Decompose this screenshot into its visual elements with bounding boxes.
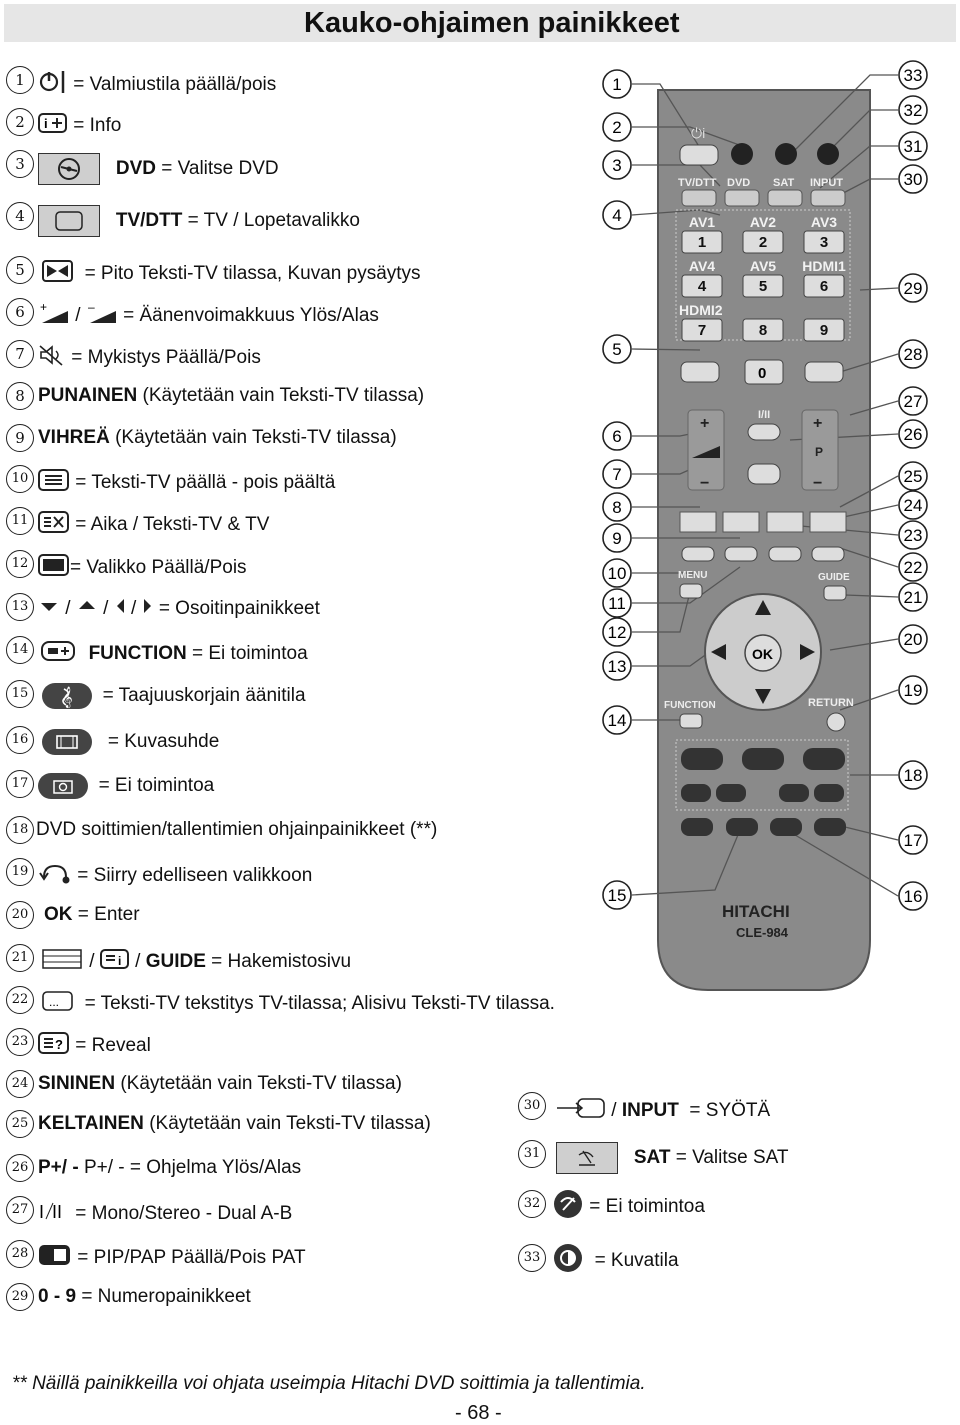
item-number: 22 bbox=[6, 986, 34, 1014]
input-button bbox=[811, 190, 845, 206]
input-icon bbox=[556, 1096, 606, 1126]
mute-button bbox=[748, 464, 780, 484]
legend-text: = Valmiustila päällä/pois bbox=[73, 74, 277, 96]
callout-left-14: 14 bbox=[607, 711, 627, 730]
item-number: 24 bbox=[6, 1070, 34, 1098]
next-button bbox=[814, 784, 844, 802]
legend-bold: VIHREÄ bbox=[38, 427, 110, 448]
stop-button bbox=[803, 748, 845, 770]
reveal-button bbox=[812, 547, 844, 561]
item-number: 7 bbox=[6, 340, 34, 368]
guide-label: GUIDE bbox=[818, 572, 850, 583]
item-number: 6 bbox=[6, 298, 34, 326]
legend-text: = PIP/PAP Päällä/Pois PAT bbox=[77, 1247, 306, 1269]
legend-text: = Info bbox=[73, 115, 122, 137]
camera-button bbox=[814, 818, 846, 836]
callout-left-8: 8 bbox=[612, 498, 622, 517]
item-number: 14 bbox=[6, 636, 34, 664]
mono-stereo-button bbox=[748, 424, 780, 440]
item-number: 19 bbox=[6, 858, 34, 886]
rewind-button bbox=[681, 784, 711, 802]
picture-mode-button bbox=[775, 143, 797, 165]
hold-button bbox=[681, 362, 719, 382]
legend-bold: TV/DTT bbox=[115, 210, 183, 232]
zero-label: 0 bbox=[758, 365, 767, 382]
callout-left-9: 9 bbox=[612, 529, 622, 548]
page-title: Kauko-ohjaimen painikkeet bbox=[304, 7, 680, 39]
legend-text: = Siirry edelliseen valikkoon bbox=[77, 865, 313, 887]
aspect-button bbox=[770, 818, 802, 836]
item-number: 2 bbox=[6, 108, 34, 136]
legend-text: = Kuvasuhde bbox=[107, 731, 220, 753]
forward-button bbox=[716, 784, 746, 802]
callout-right-21: 21 bbox=[903, 588, 923, 607]
callout-right-20: 20 bbox=[903, 630, 923, 649]
play-button bbox=[742, 748, 784, 770]
callout-right-25: 25 bbox=[903, 467, 923, 486]
tv-dtt-button bbox=[682, 190, 716, 206]
callout-right-33: 33 bbox=[903, 66, 923, 85]
source-label: HDMI1 bbox=[802, 258, 846, 274]
callout-right-32: 32 bbox=[903, 101, 923, 120]
volume-plus-label: + bbox=[700, 415, 710, 432]
callout-left-1: 1 bbox=[612, 75, 622, 94]
callout-left-3: 3 bbox=[612, 156, 622, 175]
yellow-button bbox=[767, 512, 803, 532]
legend-bold: SAT bbox=[633, 1147, 671, 1169]
dvd-button bbox=[725, 190, 759, 206]
legend-bold: DVD bbox=[115, 158, 156, 180]
item-number: 5 bbox=[6, 256, 34, 284]
legend-bold: 0 - 9 bbox=[38, 1286, 77, 1307]
program-p-label: P bbox=[815, 445, 824, 459]
legend-text: = TV / Lopetavalikko bbox=[187, 210, 360, 232]
item-number: 33 bbox=[518, 1244, 546, 1272]
callout-right-17: 17 bbox=[903, 831, 923, 850]
callout-right-22: 22 bbox=[903, 558, 923, 577]
callout-left-5: 5 bbox=[612, 340, 622, 359]
legend-text: = Valitse DVD bbox=[161, 158, 279, 180]
item-number: 17 bbox=[6, 770, 34, 798]
legend-text: = Ei toimintoa bbox=[589, 1196, 705, 1218]
legend-bold: FUNCTION bbox=[88, 643, 187, 665]
legend-bold: PUNAINEN bbox=[38, 385, 138, 406]
digit-label: 6 bbox=[819, 278, 829, 295]
source-label: AV5 bbox=[749, 258, 777, 274]
callout-left-12: 12 bbox=[607, 623, 627, 642]
legend-text: = Valikko Päällä/Pois bbox=[70, 557, 247, 579]
program-plus-label: + bbox=[813, 415, 823, 432]
legend-text: = Mykistys Päällä/Pois bbox=[71, 347, 261, 369]
callout-left-7: 7 bbox=[612, 465, 622, 484]
item-number: 12 bbox=[6, 550, 34, 578]
item-number: 10 bbox=[6, 465, 34, 493]
callout-left-11: 11 bbox=[608, 594, 626, 613]
footnote: ** Näillä painikkeilla voi ohjata useimpia Hitachi DVD soittimia ja tallentimia. bbox=[12, 1373, 646, 1394]
tv-dtt-label: TV/DTT bbox=[678, 177, 717, 189]
callout-left-10: 10 bbox=[607, 564, 627, 583]
digit-label: 4 bbox=[697, 278, 707, 295]
standby-button bbox=[680, 145, 718, 165]
mono-stereo-label: I/II bbox=[758, 409, 771, 421]
item-number: 18 bbox=[6, 816, 34, 844]
legend-bold: OK bbox=[44, 904, 73, 925]
callout-right-31: 31 bbox=[903, 137, 923, 156]
item-number: 21 bbox=[6, 944, 34, 972]
legend-text: DVD soittimien/tallentimien ohjainpainikkeet (**) bbox=[36, 819, 438, 840]
guide-button bbox=[824, 586, 846, 600]
legend-text: = Äänenvoimakkuus Ylös/Alas bbox=[123, 305, 379, 327]
callout-right-18: 18 bbox=[903, 766, 923, 785]
callout-right-23: 23 bbox=[903, 526, 923, 545]
legend-text: = Teksti-TV päällä - pois päältä bbox=[75, 472, 336, 494]
item-number: 8 bbox=[6, 382, 34, 410]
callout-right-26: 26 bbox=[903, 425, 923, 444]
callout-right-30: 30 bbox=[903, 170, 923, 189]
callout-right-27: 27 bbox=[903, 392, 923, 411]
callout-right-24: 24 bbox=[903, 496, 923, 515]
item-number: 25 bbox=[6, 1110, 34, 1138]
callout-right-29: 29 bbox=[903, 279, 923, 298]
legend-text: = Valitse SAT bbox=[675, 1147, 789, 1169]
pip-button bbox=[805, 362, 843, 382]
model-label: CLE-984 bbox=[736, 925, 789, 940]
legend-text: (Käytetään vain Teksti-TV tilassa) bbox=[115, 427, 397, 448]
digit-label: 8 bbox=[758, 322, 768, 339]
item-number: 13 bbox=[6, 593, 34, 621]
source-label: AV1 bbox=[688, 214, 716, 230]
digit-label: 2 bbox=[758, 234, 768, 251]
digit-label: 1 bbox=[697, 234, 707, 251]
svg-text:⏻i: ⏻i bbox=[691, 125, 706, 141]
legend-text: = Hakemistosivu bbox=[211, 951, 352, 973]
legend-pre: / bbox=[611, 1100, 617, 1122]
item-number: 32 bbox=[518, 1190, 546, 1218]
record-button bbox=[681, 818, 713, 836]
return-button bbox=[827, 713, 845, 731]
mono-stereo-icon bbox=[38, 1199, 70, 1229]
legend-text: = Aika / Teksti-TV & TV bbox=[75, 514, 270, 536]
input-label: INPUT bbox=[810, 177, 843, 189]
svg-text:...: ... bbox=[49, 995, 60, 1009]
digit-label: 5 bbox=[758, 278, 768, 295]
sat-button bbox=[768, 190, 802, 206]
remote-control-diagram bbox=[0, 60, 960, 1060]
legend-text: (Käytetään vain Teksti-TV tilassa) bbox=[149, 1113, 431, 1134]
volume-minus-label: − bbox=[700, 475, 710, 492]
subtitle-button bbox=[769, 547, 801, 561]
pause-button bbox=[681, 748, 723, 770]
callout-left-4: 4 bbox=[612, 206, 622, 225]
legend-text: P+/ - = Ohjelma Ylös/Alas bbox=[83, 1157, 302, 1178]
green-button bbox=[723, 512, 759, 532]
item-number: 28 bbox=[6, 1240, 34, 1268]
brand-logo: HITACHI bbox=[722, 902, 790, 921]
item-number: 3 bbox=[6, 150, 34, 178]
legend-text: = Ei toimintoa bbox=[192, 643, 308, 665]
legend-text: = Numeropainikkeet bbox=[81, 1286, 251, 1307]
source-label: HDMI2 bbox=[679, 302, 723, 318]
legend-bold: SININEN bbox=[38, 1073, 116, 1094]
legend-text: (Käytetään vain Teksti-TV tilassa) bbox=[142, 385, 425, 406]
info-button bbox=[731, 143, 753, 165]
svg-text:I: I bbox=[39, 1202, 45, 1222]
menu-label: MENU bbox=[678, 570, 708, 581]
digit-label: 9 bbox=[819, 322, 829, 339]
pip-icon bbox=[38, 1243, 72, 1273]
svg-text:i: i bbox=[44, 116, 48, 131]
svg-text:?: ? bbox=[55, 1037, 63, 1052]
legend-text: = Osoitinpainikkeet bbox=[158, 598, 320, 620]
item-number: 20 bbox=[6, 901, 34, 929]
legend-text: = Enter bbox=[77, 904, 140, 925]
legend-text: = SYÖTÄ bbox=[689, 1100, 771, 1122]
red-button bbox=[680, 512, 716, 532]
menu-button bbox=[680, 584, 702, 598]
source-label: AV3 bbox=[810, 214, 838, 230]
time-button bbox=[725, 547, 757, 561]
blue-button bbox=[810, 512, 846, 532]
source-label: AV4 bbox=[688, 258, 716, 274]
digit-label: 3 bbox=[819, 234, 829, 251]
callout-right-19: 19 bbox=[903, 681, 923, 700]
legend-text: = Taajuuskorjain äänitila bbox=[102, 685, 306, 707]
legend-text: = Mono/Stereo - Dual A-B bbox=[75, 1203, 293, 1225]
item-number: 27 bbox=[6, 1196, 34, 1224]
title-bar bbox=[4, 4, 956, 42]
item-number: 16 bbox=[6, 726, 34, 754]
item-number: 11 bbox=[6, 507, 34, 535]
legend-bold: GUIDE bbox=[145, 951, 206, 973]
teletext-button bbox=[682, 547, 714, 561]
svg-text:𝄞: 𝄞 bbox=[62, 687, 73, 707]
callout-left-2: 2 bbox=[612, 118, 622, 137]
dvd-label: DVD bbox=[727, 177, 751, 189]
function-label: FUNCTION bbox=[664, 700, 716, 711]
item-number: 1 bbox=[6, 66, 34, 94]
legend-text: = Reveal bbox=[75, 1035, 151, 1057]
sat-label: SAT bbox=[773, 177, 795, 189]
callout-right-16: 16 bbox=[903, 887, 923, 906]
legend-bold: INPUT bbox=[621, 1100, 679, 1122]
item-number: 9 bbox=[6, 424, 34, 452]
return-label: RETURN bbox=[808, 697, 854, 709]
legend-text: = Kuvatila bbox=[594, 1250, 679, 1272]
eq-button bbox=[726, 818, 758, 836]
svg-text:–: – bbox=[87, 301, 95, 314]
callout-left-6: 6 bbox=[612, 427, 622, 446]
callout-left-13: 13 bbox=[607, 657, 627, 676]
item-number: 15 bbox=[6, 680, 34, 708]
legend-text: = Ei toimintoa bbox=[98, 775, 215, 797]
ok-label: OK bbox=[752, 646, 773, 662]
digit-label: 7 bbox=[697, 322, 707, 339]
picture-mode-icon bbox=[552, 1242, 584, 1280]
keypad bbox=[679, 214, 846, 341]
no-function-icon bbox=[552, 1188, 584, 1226]
function-button bbox=[680, 714, 702, 728]
source-label: AV2 bbox=[749, 214, 777, 230]
item-number: 26 bbox=[6, 1154, 34, 1182]
svg-text:+: + bbox=[40, 301, 48, 314]
no-function-button bbox=[817, 143, 839, 165]
program-minus-label: − bbox=[813, 475, 823, 492]
item-number: 29 bbox=[6, 1283, 34, 1311]
legend-bold: KELTAINEN bbox=[38, 1113, 144, 1134]
item-number: 30 bbox=[518, 1092, 546, 1120]
item-number: 4 bbox=[6, 202, 34, 230]
legend-text: = Pito Teksti-TV tilassa, Kuvan pysäytys bbox=[84, 263, 421, 285]
legend-text: (Käytetään vain Teksti-TV tilassa) bbox=[120, 1073, 402, 1094]
svg-text:II: II bbox=[52, 1202, 63, 1222]
callout-right-28: 28 bbox=[903, 345, 923, 364]
item-number: 31 bbox=[518, 1140, 546, 1168]
item-number: 23 bbox=[6, 1028, 34, 1056]
legend-text: = Teksti-TV tekstitys TV-tilassa; Alisivu Teksti-TV tilassa. bbox=[84, 993, 555, 1015]
page-number: - 68 - bbox=[455, 1402, 502, 1424]
legend-bold: P+/ - bbox=[38, 1157, 79, 1178]
svg-text:i: i bbox=[117, 954, 122, 968]
prev-button bbox=[779, 784, 809, 802]
sat-button-icon bbox=[556, 1142, 618, 1174]
callout-left-15: 15 bbox=[607, 886, 627, 905]
